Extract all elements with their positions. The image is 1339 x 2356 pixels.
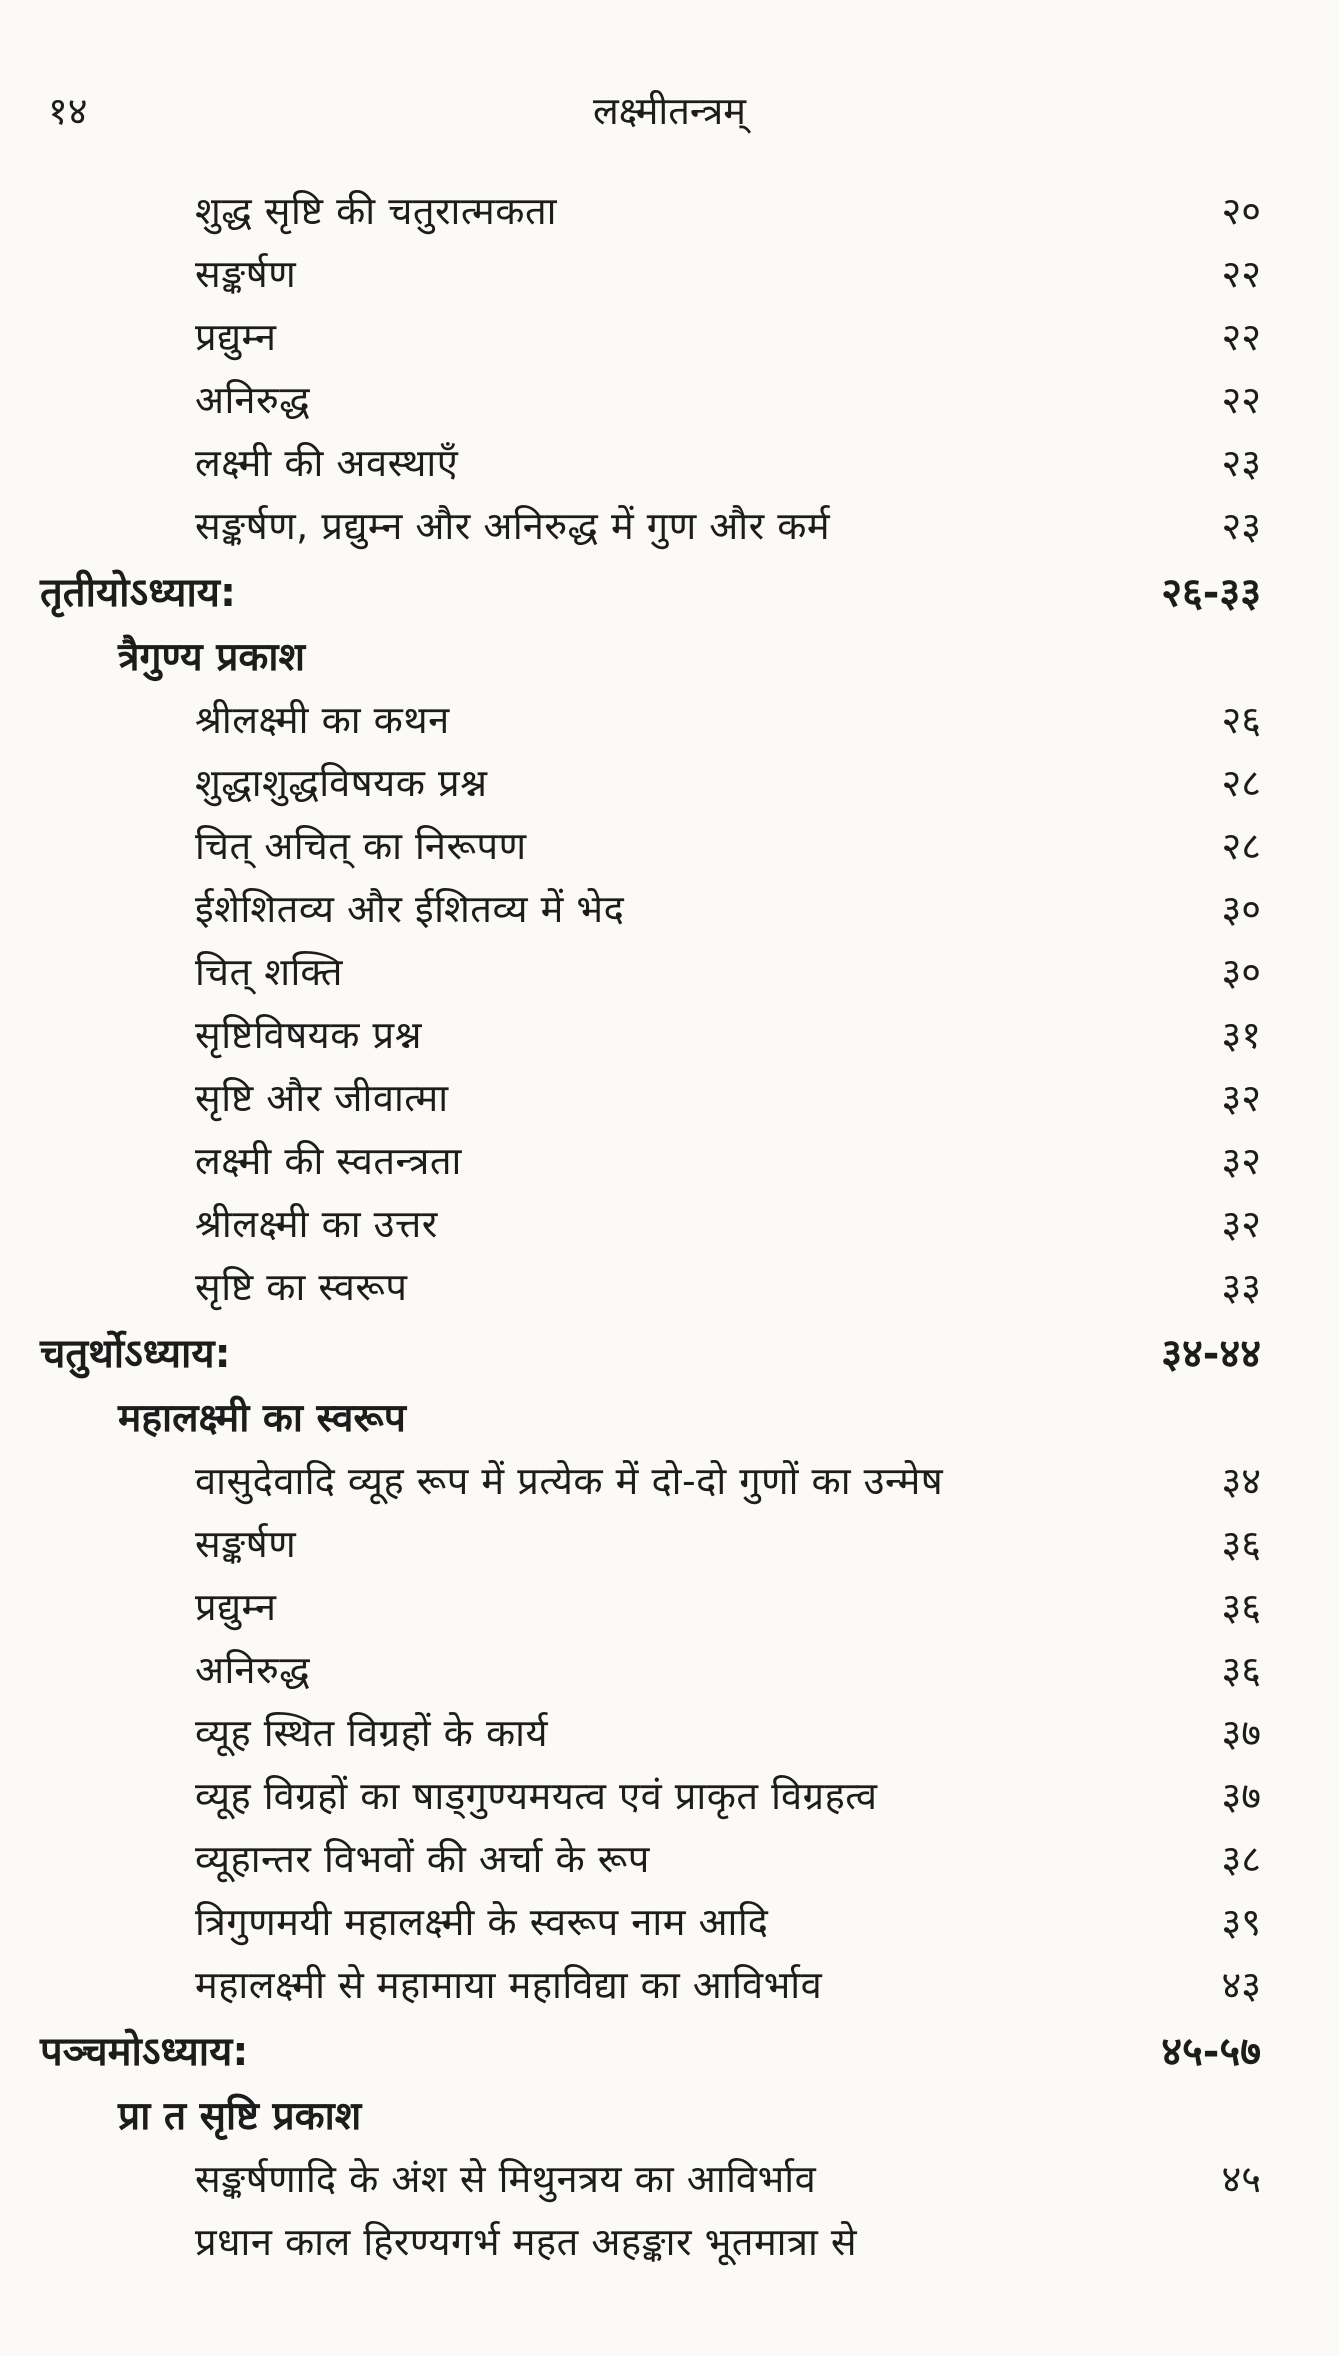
toc-page-number: ४५	[1221, 2157, 1261, 2201]
toc-chapter	[0, 2019, 1339, 2085]
toc-page-number: २६	[1221, 698, 1261, 742]
toc-page-number: ३८	[1221, 1837, 1261, 1881]
toc-entry-title: प्रद्युम्न	[195, 315, 277, 359]
toc-entry-title: लक्ष्मी की स्वतन्त्रता	[195, 1139, 462, 1183]
toc-section	[0, 1387, 1339, 1450]
toc-entry	[0, 1639, 1339, 1702]
toc-entry-title: अनिरुद्ध	[195, 378, 311, 422]
toc-page-number: ३७	[1221, 1774, 1261, 1818]
toc-entry	[0, 1702, 1339, 1765]
toc-chapter-title: चतुर्थोऽध्याय:	[40, 1331, 231, 1377]
toc-page-number: ३२	[1221, 1202, 1261, 1246]
toc-entry	[0, 1954, 1339, 2017]
toc-entry-title: शुद्धाशुद्धविषयक प्रश्न	[195, 761, 488, 805]
toc-page-number: ३०	[1221, 950, 1261, 994]
toc-page-number: ३६	[1221, 1522, 1261, 1566]
toc-entry-title: ईशेशितव्य और ईशितव्य में भेद	[195, 887, 625, 931]
toc-chapter	[0, 560, 1339, 626]
toc-entry-title: शुद्ध सृष्टि की चतुरात्मकता	[195, 189, 557, 233]
toc-entry	[0, 752, 1339, 815]
toc-entry	[0, 1765, 1339, 1828]
toc-entry	[0, 1450, 1339, 1513]
toc-entry	[0, 815, 1339, 878]
book-title: लक्ष्मीतन्त्रम्	[593, 89, 746, 133]
toc-entry	[0, 495, 1339, 558]
toc-chapter-title: पञ्चमोऽध्याय:	[40, 2029, 249, 2075]
running-head	[0, 84, 1339, 144]
toc-chapter	[0, 1321, 1339, 1387]
toc-page-number: ३७	[1221, 1711, 1261, 1755]
toc-entry-title: लक्ष्मी की अवस्थाएँ	[195, 441, 459, 485]
toc-page-number: ४३	[1221, 1963, 1261, 2007]
toc-entry	[0, 432, 1339, 495]
toc-page-number: ३६	[1221, 1585, 1261, 1629]
toc-entry-title: सृष्टि और जीवात्मा	[195, 1076, 449, 1120]
toc-entry-title: अनिरुद्ध	[195, 1648, 311, 1692]
toc-entry	[0, 1891, 1339, 1954]
toc-page-number: २८	[1221, 824, 1261, 868]
toc-entry	[0, 1828, 1339, 1891]
toc-page-number: २३	[1221, 504, 1261, 548]
toc-page-number: ३९	[1221, 1900, 1261, 1944]
toc-page-number: ३२	[1221, 1076, 1261, 1120]
toc-entry-title: त्रिगुणमयी महालक्ष्मी के स्वरूप नाम आदि	[195, 1900, 769, 1944]
toc-entry-title: प्रद्युम्न	[195, 1585, 277, 1629]
toc-entry-title: सङ्कर्षण	[195, 252, 297, 296]
toc-page-number: २६-३३	[1161, 570, 1261, 616]
toc-page-number: २३	[1221, 441, 1261, 485]
toc-section	[0, 2085, 1339, 2148]
toc-entry-title: सङ्कर्षण, प्रद्युम्न और अनिरुद्ध में गुण और कर्म	[195, 504, 831, 548]
toc-entry	[0, 1130, 1339, 1193]
toc-page-number: २२	[1221, 315, 1261, 359]
toc-section-title: महालक्ष्मी का स्वरूप	[118, 1396, 406, 1441]
toc-entry	[0, 1576, 1339, 1639]
toc-entry-title: वासुदेवादि व्यूह रूप में प्रत्येक में दो-दो गुणों का उन्मेष	[195, 1459, 944, 1503]
toc-entry-title: व्यूह स्थित विग्रहों के कार्य	[195, 1711, 549, 1755]
toc-entry	[0, 1513, 1339, 1576]
toc-entry-title: सङ्कर्षणादि के अंश से मिथुनत्रय का आविर्भाव	[195, 2157, 817, 2201]
toc-entry-title: व्यूह विग्रहों का षाड्गुण्यमयत्व एवं प्राकृत विग्रहत्व	[195, 1774, 878, 1818]
toc-entry	[0, 1193, 1339, 1256]
toc-chapter-title: तृतीयोऽध्याय:	[40, 570, 236, 616]
toc-entry	[0, 689, 1339, 752]
toc-entry	[0, 1256, 1339, 1319]
toc-page-number: ३१	[1221, 1013, 1261, 1057]
toc-entry-title: महालक्ष्मी से महामाया महाविद्या का आविर्भाव	[195, 1963, 823, 2007]
toc-page-number: ३३	[1221, 1265, 1261, 1309]
toc-section-title: त्रैगुण्य प्रकाश	[118, 635, 305, 680]
toc-page-number: २०	[1221, 189, 1261, 233]
toc-entry-title: सृष्टि का स्वरूप	[195, 1265, 408, 1309]
toc-entry-title: चित् अचित् का निरूपण	[195, 824, 527, 868]
toc-page-number: २२	[1221, 378, 1261, 422]
toc-page-number: २२	[1221, 252, 1261, 296]
toc-section-title: प्रा त सृष्टि प्रकाश	[118, 2094, 362, 2139]
toc-page-number: ३२	[1221, 1139, 1261, 1183]
toc-entry-title: सृष्टिविषयक प्रश्न	[195, 1013, 422, 1057]
toc-entry	[0, 306, 1339, 369]
toc-entry	[0, 1004, 1339, 1067]
toc-page-number: ४५-५७	[1161, 2029, 1261, 2075]
toc-page-number: ३४	[1221, 1459, 1261, 1503]
toc-entry	[0, 2211, 1339, 2274]
toc-page-number: ३६	[1221, 1648, 1261, 1692]
toc-entry-title: सङ्कर्षण	[195, 1522, 297, 1566]
toc-page-number: ३४-४४	[1161, 1331, 1261, 1377]
toc-entry-title: व्यूहान्तर विभवों की अर्चा के रूप	[195, 1837, 650, 1881]
toc-entry	[0, 941, 1339, 1004]
toc-entry	[0, 243, 1339, 306]
toc-entry-title: प्रधान काल हिरण्यगर्भ महत अहङ्कार भूतमात्रा से	[195, 2220, 858, 2264]
toc-entry	[0, 369, 1339, 432]
page-number: १४	[48, 89, 88, 133]
toc-entry-title: चित् शक्ति	[195, 950, 343, 994]
toc-entry	[0, 878, 1339, 941]
toc-page-number: २८	[1221, 761, 1261, 805]
toc-section	[0, 626, 1339, 689]
toc-page-number: ३०	[1221, 887, 1261, 931]
toc-entry	[0, 180, 1339, 243]
toc-entry	[0, 2148, 1339, 2211]
toc-entry-title: श्रीलक्ष्मी का उत्तर	[195, 1202, 438, 1246]
table-of-contents	[0, 180, 1339, 2274]
toc-entry	[0, 1067, 1339, 1130]
toc-entry-title: श्रीलक्ष्मी का कथन	[195, 698, 450, 742]
